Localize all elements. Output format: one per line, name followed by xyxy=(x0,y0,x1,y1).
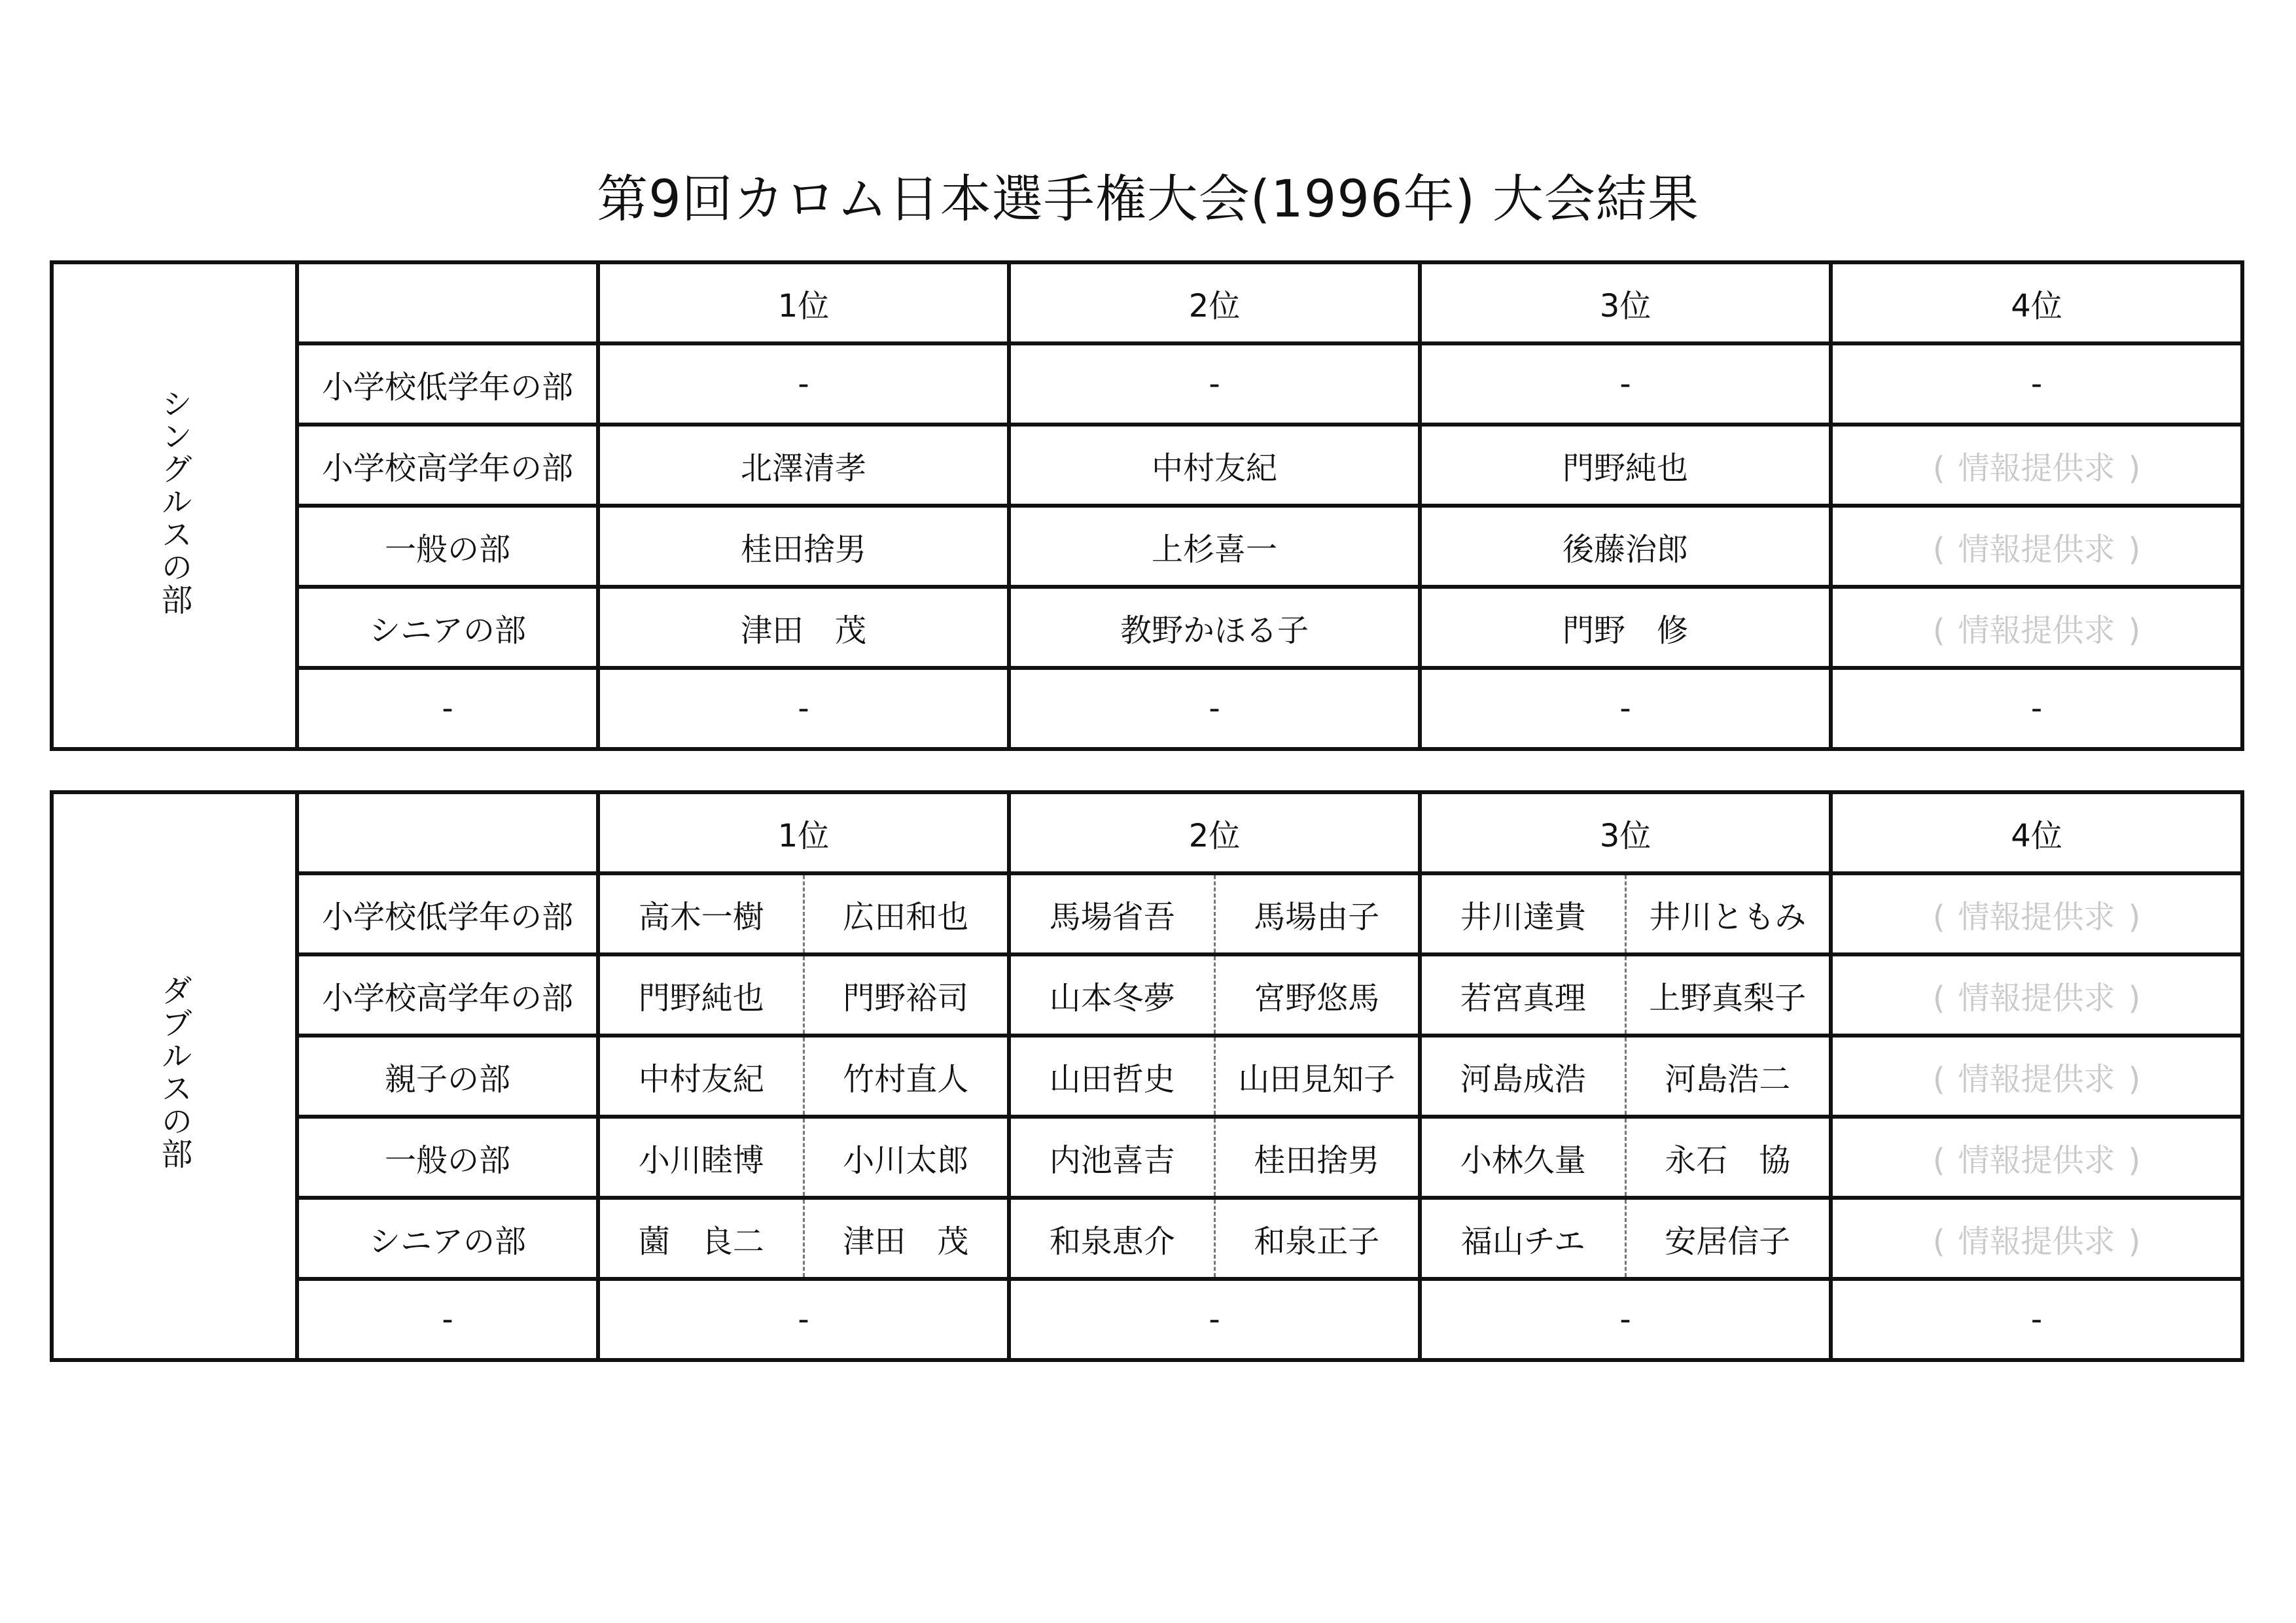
singles-header-3rd: 3位 xyxy=(1420,262,1831,343)
doubles-header-row xyxy=(52,792,2242,873)
place-cell: - xyxy=(1420,343,1831,425)
partner-cell: 馬場省吾 xyxy=(1009,873,1214,954)
category-cell: 小学校低学年の部 xyxy=(297,873,598,954)
partner-cell: 小林久量 xyxy=(1420,1117,1625,1198)
place-cell: - xyxy=(1420,668,1831,749)
partner-cell: 河島成浩 xyxy=(1420,1036,1625,1117)
place-cell: - xyxy=(598,1279,1009,1360)
place-cell: 津田 茂 xyxy=(598,587,1009,668)
partner-cell: 安居信子 xyxy=(1625,1198,1831,1279)
category-cell: 親子の部 xyxy=(297,1036,598,1117)
doubles-row xyxy=(52,1036,2242,1117)
place-cell: 門野 修 xyxy=(1420,587,1831,668)
category-cell: 一般の部 xyxy=(297,506,598,587)
singles-header-4th: 4位 xyxy=(1831,262,2242,343)
doubles-row xyxy=(52,1117,2242,1198)
partner-cell: 桂田捨男 xyxy=(1214,1117,1420,1198)
info-request-cell: ( 情報提供求 ) xyxy=(1831,587,2242,668)
partner-cell: 山田哲史 xyxy=(1009,1036,1214,1117)
place-cell: - xyxy=(598,668,1009,749)
partner-cell: 竹村直人 xyxy=(804,1036,1009,1117)
info-request-cell: ( 情報提供求 ) xyxy=(1831,506,2242,587)
info-request-cell: ( 情報提供求 ) xyxy=(1831,1036,2242,1117)
place-cell: - xyxy=(1831,343,2242,425)
partner-cell: 福山チエ xyxy=(1420,1198,1625,1279)
singles-row xyxy=(52,425,2242,506)
singles-row xyxy=(52,343,2242,425)
partner-cell: 門野裕司 xyxy=(804,954,1009,1036)
doubles-header-1st: 1位 xyxy=(598,792,1009,873)
category-cell: 小学校高学年の部 xyxy=(297,954,598,1036)
singles-section-label: シングルスの部 xyxy=(52,262,297,749)
partner-cell: 内池喜吉 xyxy=(1009,1117,1214,1198)
info-request-cell: ( 情報提供求 ) xyxy=(1831,954,2242,1036)
category-cell: シニアの部 xyxy=(297,587,598,668)
singles-row xyxy=(52,506,2242,587)
singles-header-2nd: 2位 xyxy=(1009,262,1420,343)
partner-cell: 小川睦博 xyxy=(598,1117,804,1198)
partner-cell: 井川ともみ xyxy=(1625,873,1831,954)
partner-cell: 和泉正子 xyxy=(1214,1198,1420,1279)
info-request-cell: ( 情報提供求 ) xyxy=(1831,1117,2242,1198)
info-request-cell: ( 情報提供求 ) xyxy=(1831,425,2242,506)
singles-header-1st: 1位 xyxy=(598,262,1009,343)
partner-cell: 馬場由子 xyxy=(1214,873,1420,954)
place-cell: - xyxy=(1009,668,1420,749)
partner-cell: 和泉恵介 xyxy=(1009,1198,1214,1279)
place-cell: 後藤治郎 xyxy=(1420,506,1831,587)
singles-row xyxy=(52,587,2242,668)
place-cell: 教野かほる子 xyxy=(1009,587,1420,668)
partner-cell: 門野純也 xyxy=(598,954,804,1036)
partner-cell: 山田見知子 xyxy=(1214,1036,1420,1117)
partner-cell: 若宮真理 xyxy=(1420,954,1625,1036)
partner-cell: 薗 良二 xyxy=(598,1198,804,1279)
singles-row xyxy=(52,668,2242,749)
place-cell: 中村友紀 xyxy=(1009,425,1420,506)
place-cell: - xyxy=(1831,668,2242,749)
place-cell: 桂田捨男 xyxy=(598,506,1009,587)
doubles-row xyxy=(52,1279,2242,1360)
partner-cell: 永石 協 xyxy=(1625,1117,1831,1198)
place-cell: - xyxy=(598,343,1009,425)
doubles-header-4th: 4位 xyxy=(1831,792,2242,873)
place-cell: - xyxy=(1831,1279,2242,1360)
partner-cell: 河島浩二 xyxy=(1625,1036,1831,1117)
doubles-row xyxy=(52,954,2242,1036)
doubles-row xyxy=(52,1198,2242,1279)
category-cell: - xyxy=(297,668,598,749)
partner-cell: 宮野悠馬 xyxy=(1214,954,1420,1036)
partner-cell: 小川太郎 xyxy=(804,1117,1009,1198)
place-cell: - xyxy=(1420,1279,1831,1360)
category-cell: 一般の部 xyxy=(297,1117,598,1198)
info-request-cell: ( 情報提供求 ) xyxy=(1831,1198,2242,1279)
place-cell: - xyxy=(1009,343,1420,425)
partner-cell: 広田和也 xyxy=(804,873,1009,954)
partner-cell: 上野真梨子 xyxy=(1625,954,1831,1036)
category-cell: - xyxy=(297,1279,598,1360)
doubles-section-label: ダブルスの部 xyxy=(52,792,297,1360)
doubles-header-3rd: 3位 xyxy=(1420,792,1831,873)
singles-results-table xyxy=(50,260,2244,751)
category-cell: 小学校高学年の部 xyxy=(297,425,598,506)
singles-header-category xyxy=(297,262,598,343)
partner-cell: 山本冬夢 xyxy=(1009,954,1214,1036)
place-cell: - xyxy=(1009,1279,1420,1360)
doubles-header-2nd: 2位 xyxy=(1009,792,1420,873)
info-request-cell: ( 情報提供求 ) xyxy=(1831,873,2242,954)
partner-cell: 井川達貴 xyxy=(1420,873,1625,954)
page-title: 第9回カロム日本選手権大会(1996年) 大会結果 xyxy=(597,170,1699,229)
doubles-row xyxy=(52,873,2242,954)
singles-header-row xyxy=(52,262,2242,343)
doubles-header-category xyxy=(297,792,598,873)
doubles-results-table xyxy=(50,790,2244,1362)
category-cell: シニアの部 xyxy=(297,1198,598,1279)
partner-cell: 中村友紀 xyxy=(598,1036,804,1117)
place-cell: 上杉喜一 xyxy=(1009,506,1420,587)
partner-cell: 高木一樹 xyxy=(598,873,804,954)
partner-cell: 津田 茂 xyxy=(804,1198,1009,1279)
place-cell: 門野純也 xyxy=(1420,425,1831,506)
place-cell: 北澤清孝 xyxy=(598,425,1009,506)
category-cell: 小学校低学年の部 xyxy=(297,343,598,425)
